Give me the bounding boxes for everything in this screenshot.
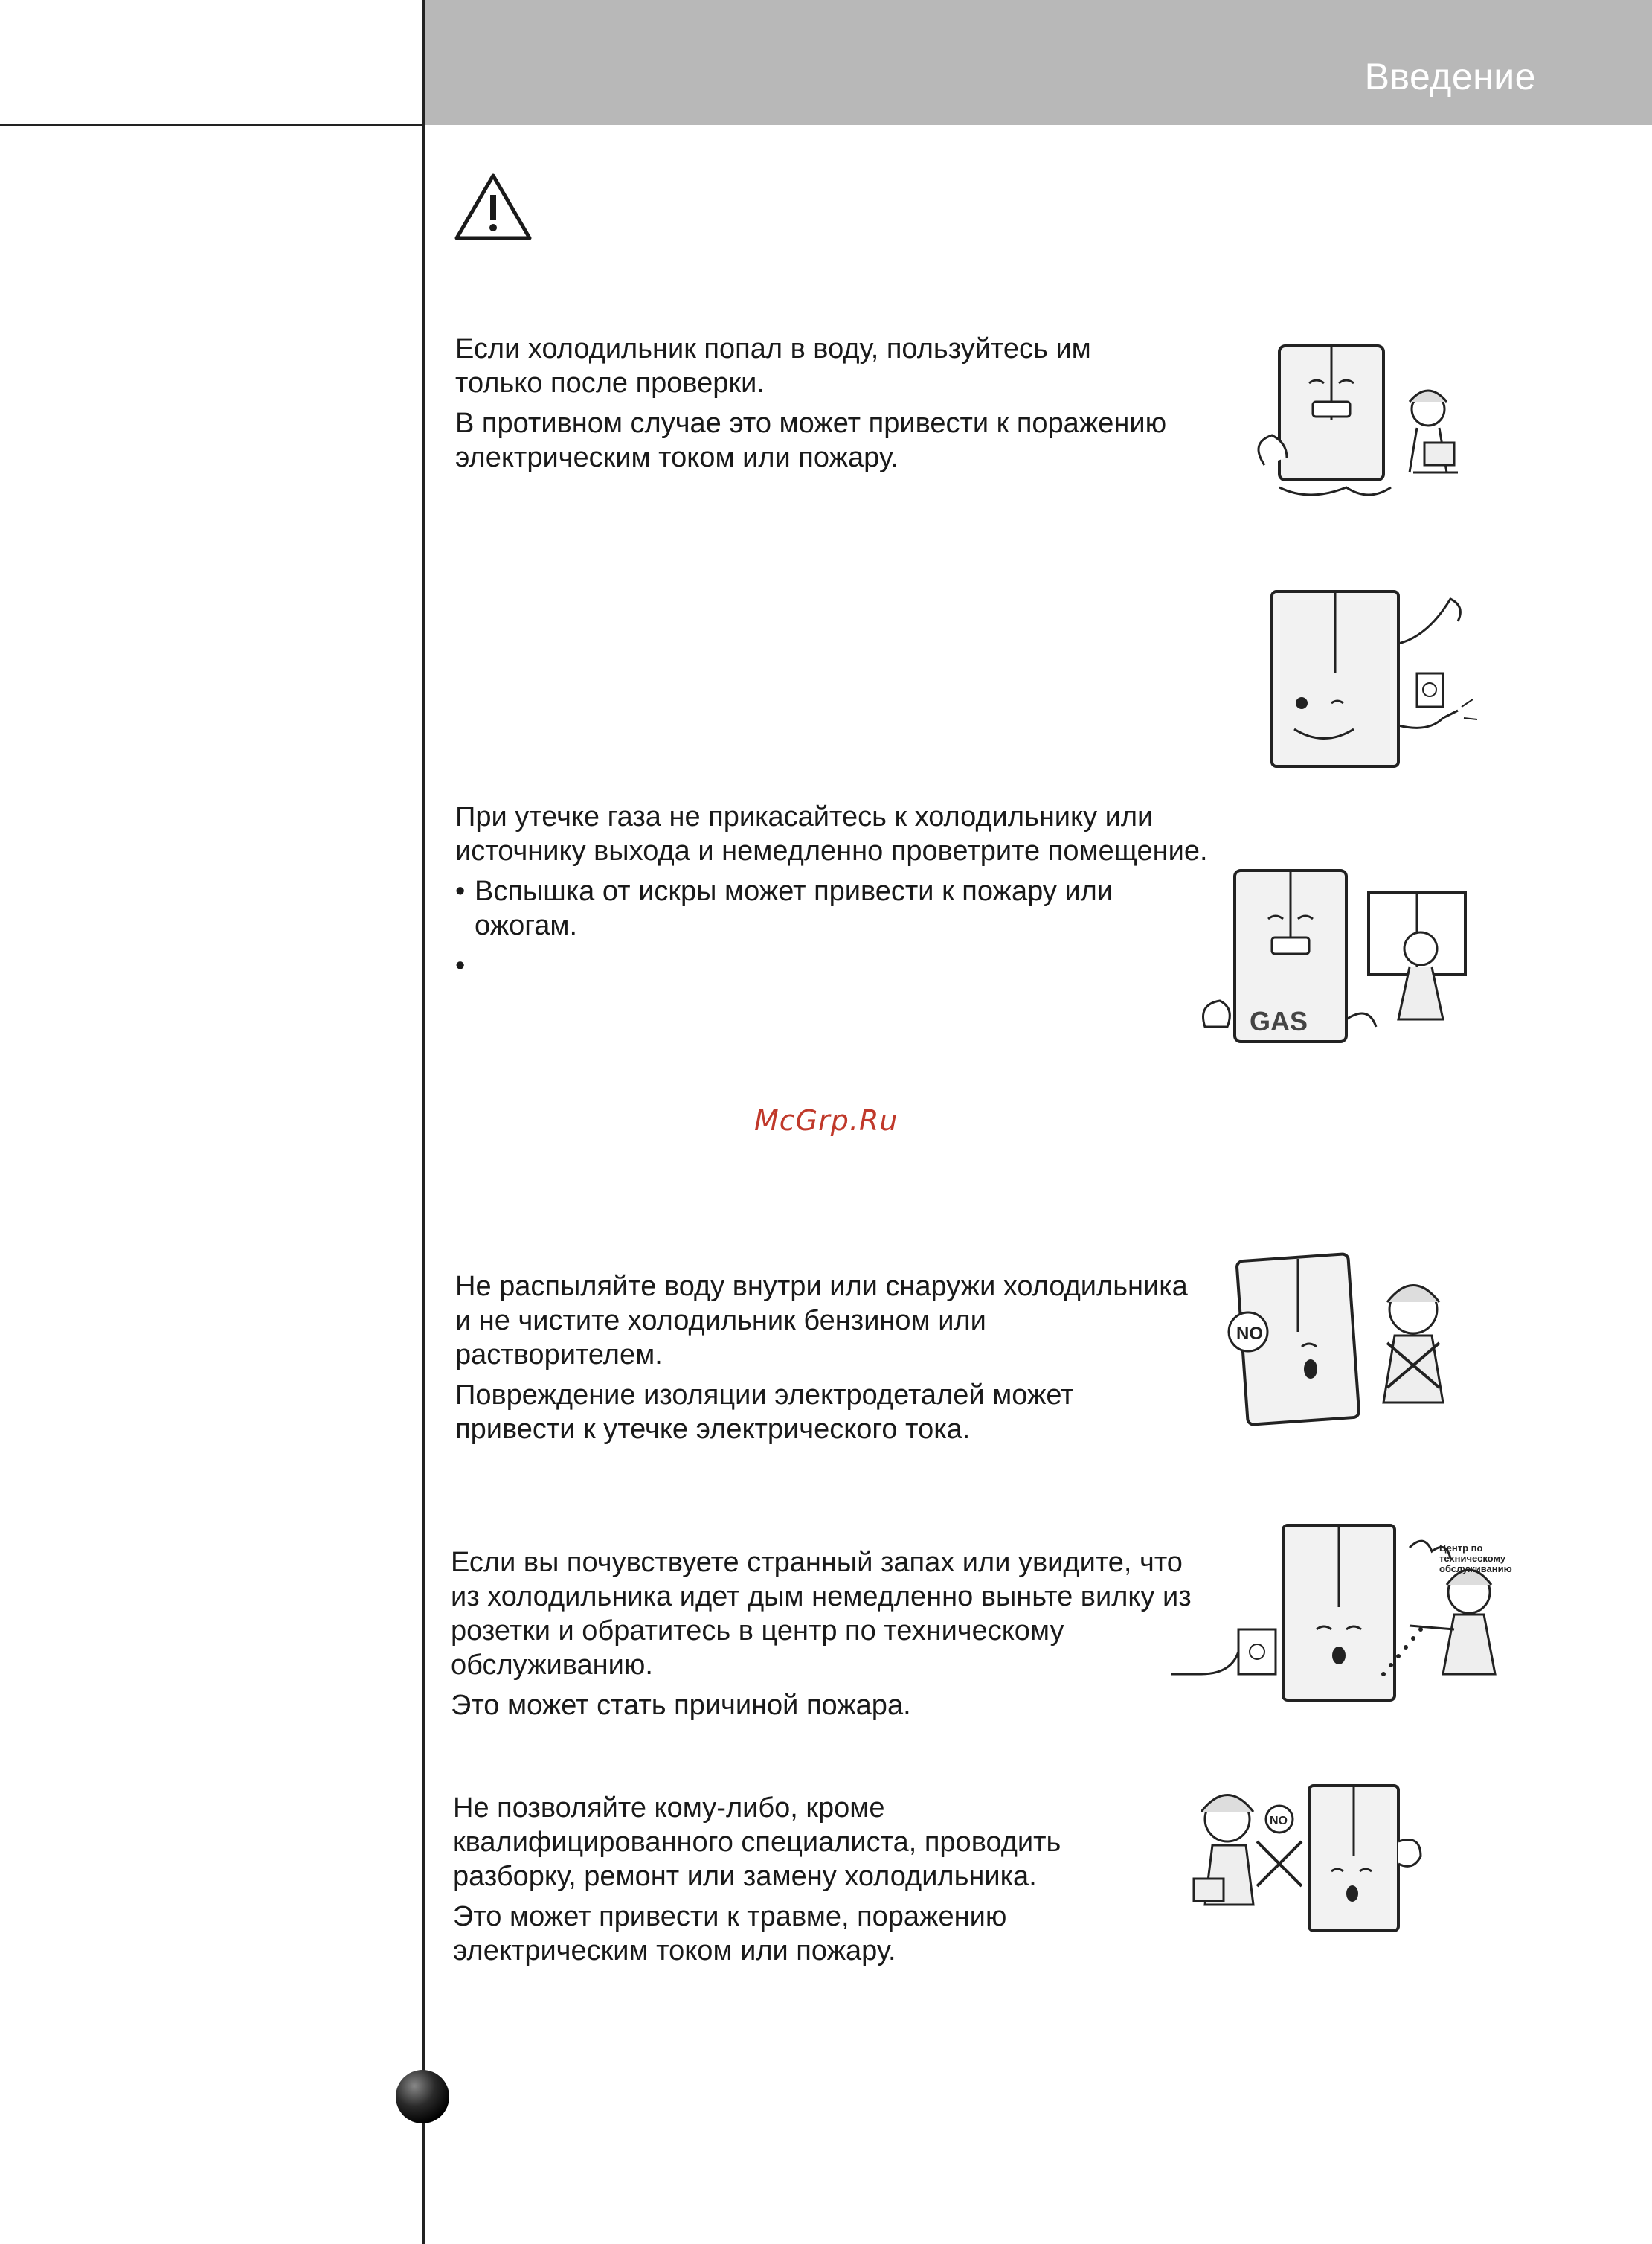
warning-icon [454,173,533,241]
page-marker-dot [396,2070,449,2123]
section-water [455,332,1199,481]
watermark: McGrp.Ru [754,1104,899,1137]
fridge-outlet-illustration [1250,584,1488,778]
no-repair-illustration [1183,1775,1428,1946]
no-label-repair: NO [1270,1815,1288,1827]
header-rule [0,124,424,126]
section-gas-leak [455,800,1303,989]
paragraph: Повреждение изоляции электродеталей может привести к утечке электрического тока. [455,1379,1074,1445]
paragraph: В противном случае это может привести к поражению электрическим током или пожару. [455,408,1167,473]
smoke-service-illustration [1157,1518,1543,1711]
paragraph: Это может стать причиной пожара. [451,1690,911,1721]
paragraph: Если холодильник попал в воду, пользуйтесь им только после проверки. [455,333,1091,399]
no-spray-illustration [1227,1250,1480,1436]
header-bar [424,0,1652,125]
section-smoke [451,1545,1209,1728]
paragraph: Не позволяйте кому-либо, кроме квалифицированного специалиста, проводить разборку, ремонт или замену холодильника. [453,1792,1061,1892]
page-title: Введение [1364,56,1536,97]
no-label: NO [1236,1324,1263,1344]
flooded-fridge-illustration [1235,339,1480,510]
service-center-label: Центр по техническому обслуживанию [1439,1543,1512,1574]
paragraph: Не распыляйте воду внутри или снаружи холодильника и не чистите холодильник бензином или растворителем. [455,1271,1188,1371]
paragraph: Это может привести к травме, поражению электрическим током или пожару. [453,1901,1007,1966]
bullet-item [455,949,1211,983]
section-qualified-repair [453,1791,1212,1974]
margin-rule [422,0,425,2244]
paragraph: Если вы почувствуете странный запах или увидите, что из холодильника идет дым немедленно выньте вилку из розетки и обратитесь в центр по техническому обслуживанию. [451,1547,1192,1681]
bullet-item: • Вспышка от искры может привести к пожару или ожогам. [455,874,1211,943]
section-water-spray [455,1269,1214,1452]
paragraph: При утечке газа не прикасайтесь к холодильнику или источнику выхода и немедленно проветрите помещение. [455,801,1208,867]
gas-label: GAS [1250,1006,1308,1036]
gas-leak-illustration [1190,863,1488,1057]
